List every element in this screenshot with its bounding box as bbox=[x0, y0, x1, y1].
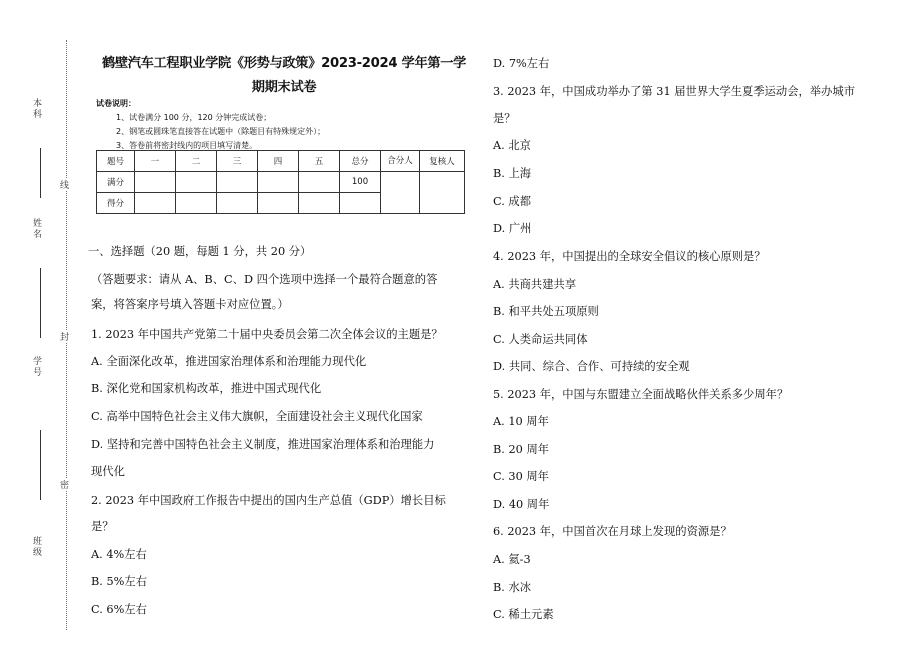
option-text: A. 北京 bbox=[493, 139, 531, 152]
got-score-label: 得分 bbox=[97, 193, 135, 214]
score-cell bbox=[217, 172, 258, 193]
question-text: 是？ bbox=[493, 112, 516, 125]
option-text: D. 坚持和完善中国特色社会主义制度，推进国家治理体系和治理能力 bbox=[91, 438, 435, 451]
name-blank bbox=[40, 268, 41, 338]
name-label: 姓名 bbox=[31, 218, 41, 240]
binding-margin bbox=[0, 0, 70, 650]
score-cell bbox=[176, 172, 217, 193]
note-item: 3、答卷前将密封线内的项目填写清楚。 bbox=[116, 141, 258, 150]
option-text: D. 共同、综合、合作、可持续的安全观 bbox=[493, 360, 690, 373]
exam-notes bbox=[96, 97, 325, 153]
notes-heading: 试卷说明： bbox=[96, 99, 136, 108]
option-text: C. 30 周年 bbox=[493, 470, 549, 483]
option-text: B. 5%左右 bbox=[91, 575, 147, 588]
option-text: B. 深化党和国家机构改革，推进中国式现代化 bbox=[91, 382, 322, 395]
score-header-cell: 合分人 bbox=[381, 151, 420, 172]
score-cell bbox=[299, 172, 340, 193]
option-text: B. 水冰 bbox=[493, 581, 532, 594]
note-item: 1、试卷满分 100 分，120 分钟完成试卷； bbox=[116, 113, 272, 122]
class-label: 班级 bbox=[31, 536, 41, 558]
seal-char-line: 线 bbox=[60, 178, 69, 191]
option-text: A. 氦-3 bbox=[493, 553, 531, 566]
option-text: C. 6%左右 bbox=[91, 603, 147, 616]
option-text: B. 和平共处五项原则 bbox=[493, 305, 599, 318]
subject-label: 本科 bbox=[31, 98, 41, 120]
question-text: 2. 2023 年中国政府工作报告中提出的国内生产总值（GDP）增长目标 bbox=[91, 494, 446, 507]
option-text: A. 共商共建共享 bbox=[493, 278, 577, 291]
checker-cell bbox=[420, 172, 465, 214]
score-table bbox=[96, 150, 465, 214]
question-text: 5. 2023 年，中国与东盟建立全面战略伙伴关系多少周年？ bbox=[493, 388, 789, 401]
option-text: D. 40 周年 bbox=[493, 498, 550, 511]
question-text: 1. 2023 年中国共产党第二十届中央委员会第二次全体会议的主题是？ bbox=[91, 328, 443, 341]
student-id-label: 学号 bbox=[31, 356, 41, 378]
exam-title-line2: 期期末试卷 bbox=[251, 80, 317, 95]
score-cell bbox=[135, 172, 176, 193]
score-header-cell: 四 bbox=[258, 151, 299, 172]
option-text: A. 全面深化改革，推进国家治理体系和治理能力现代化 bbox=[91, 355, 367, 368]
section-instruction: 案，将答案序号填入答题卡对应位置。） bbox=[91, 298, 289, 311]
option-text: D. 广州 bbox=[493, 222, 532, 235]
score-table-header-row bbox=[97, 151, 465, 172]
exam-title-line1: 鹤壁汽车工程职业学院《形势与政策》2023-2024 学年第一学 bbox=[102, 56, 466, 71]
full-score-total: 100 bbox=[340, 172, 381, 193]
option-text: A. 4%左右 bbox=[91, 548, 147, 561]
score-header-cell: 二 bbox=[176, 151, 217, 172]
option-text: C. 高举中国特色社会主义伟大旗帜，全面建设社会主义现代化国家 bbox=[91, 410, 423, 423]
option-text: B. 20 周年 bbox=[493, 443, 550, 456]
seal-char-secret: 密 bbox=[60, 478, 69, 491]
exam-title bbox=[88, 52, 480, 100]
question-text: 3. 2023 年，中国成功举办了第 31 届世界大学生夏季运动会，举办城市 bbox=[493, 85, 855, 98]
option-text: C. 稀土元素 bbox=[493, 608, 554, 621]
total-reviewer-cell bbox=[381, 172, 420, 214]
option-text: A. 10 周年 bbox=[493, 415, 549, 428]
score-table-full-row bbox=[97, 172, 465, 193]
score-header-cell: 一 bbox=[135, 151, 176, 172]
question-text: 4. 2023 年，中国提出的全球安全倡议的核心原则是？ bbox=[493, 250, 766, 263]
option-text: C. 成都 bbox=[493, 195, 532, 208]
score-header-cell: 题号 bbox=[97, 151, 135, 172]
option-text: B. 上海 bbox=[493, 167, 532, 180]
score-header-cell: 三 bbox=[217, 151, 258, 172]
score-header-cell: 五 bbox=[299, 151, 340, 172]
seal-char-seal: 封 bbox=[60, 330, 69, 343]
student-id-blank bbox=[40, 430, 41, 500]
option-text: 现代化 bbox=[91, 465, 125, 478]
score-cell bbox=[340, 193, 381, 214]
score-cell bbox=[217, 193, 258, 214]
full-score-label: 满分 bbox=[97, 172, 135, 193]
option-text: D. 7%左右 bbox=[493, 57, 550, 70]
note-item: 2、钢笔或圆珠笔直接答在试题中（除题目有特殊规定外）； bbox=[116, 127, 326, 136]
section-heading: 一、选择题（20 题，每题 1 分，共 20 分） bbox=[88, 245, 312, 258]
subject-blank bbox=[40, 148, 41, 198]
score-cell bbox=[299, 193, 340, 214]
score-header-cell: 总分 bbox=[340, 151, 381, 172]
question-text: 6. 2023 年，中国首次在月球上发现的资源是？ bbox=[493, 525, 732, 538]
score-cell bbox=[258, 172, 299, 193]
score-header-cell: 复核人 bbox=[420, 151, 465, 172]
score-cell bbox=[258, 193, 299, 214]
option-text: C. 人类命运共同体 bbox=[493, 333, 588, 346]
section-instruction: （答题要求：请从 A、B、C、D 四个选项中选择一个最符合题意的答 bbox=[91, 273, 438, 286]
question-text: 是？ bbox=[91, 520, 114, 533]
score-cell bbox=[135, 193, 176, 214]
score-cell bbox=[176, 193, 217, 214]
